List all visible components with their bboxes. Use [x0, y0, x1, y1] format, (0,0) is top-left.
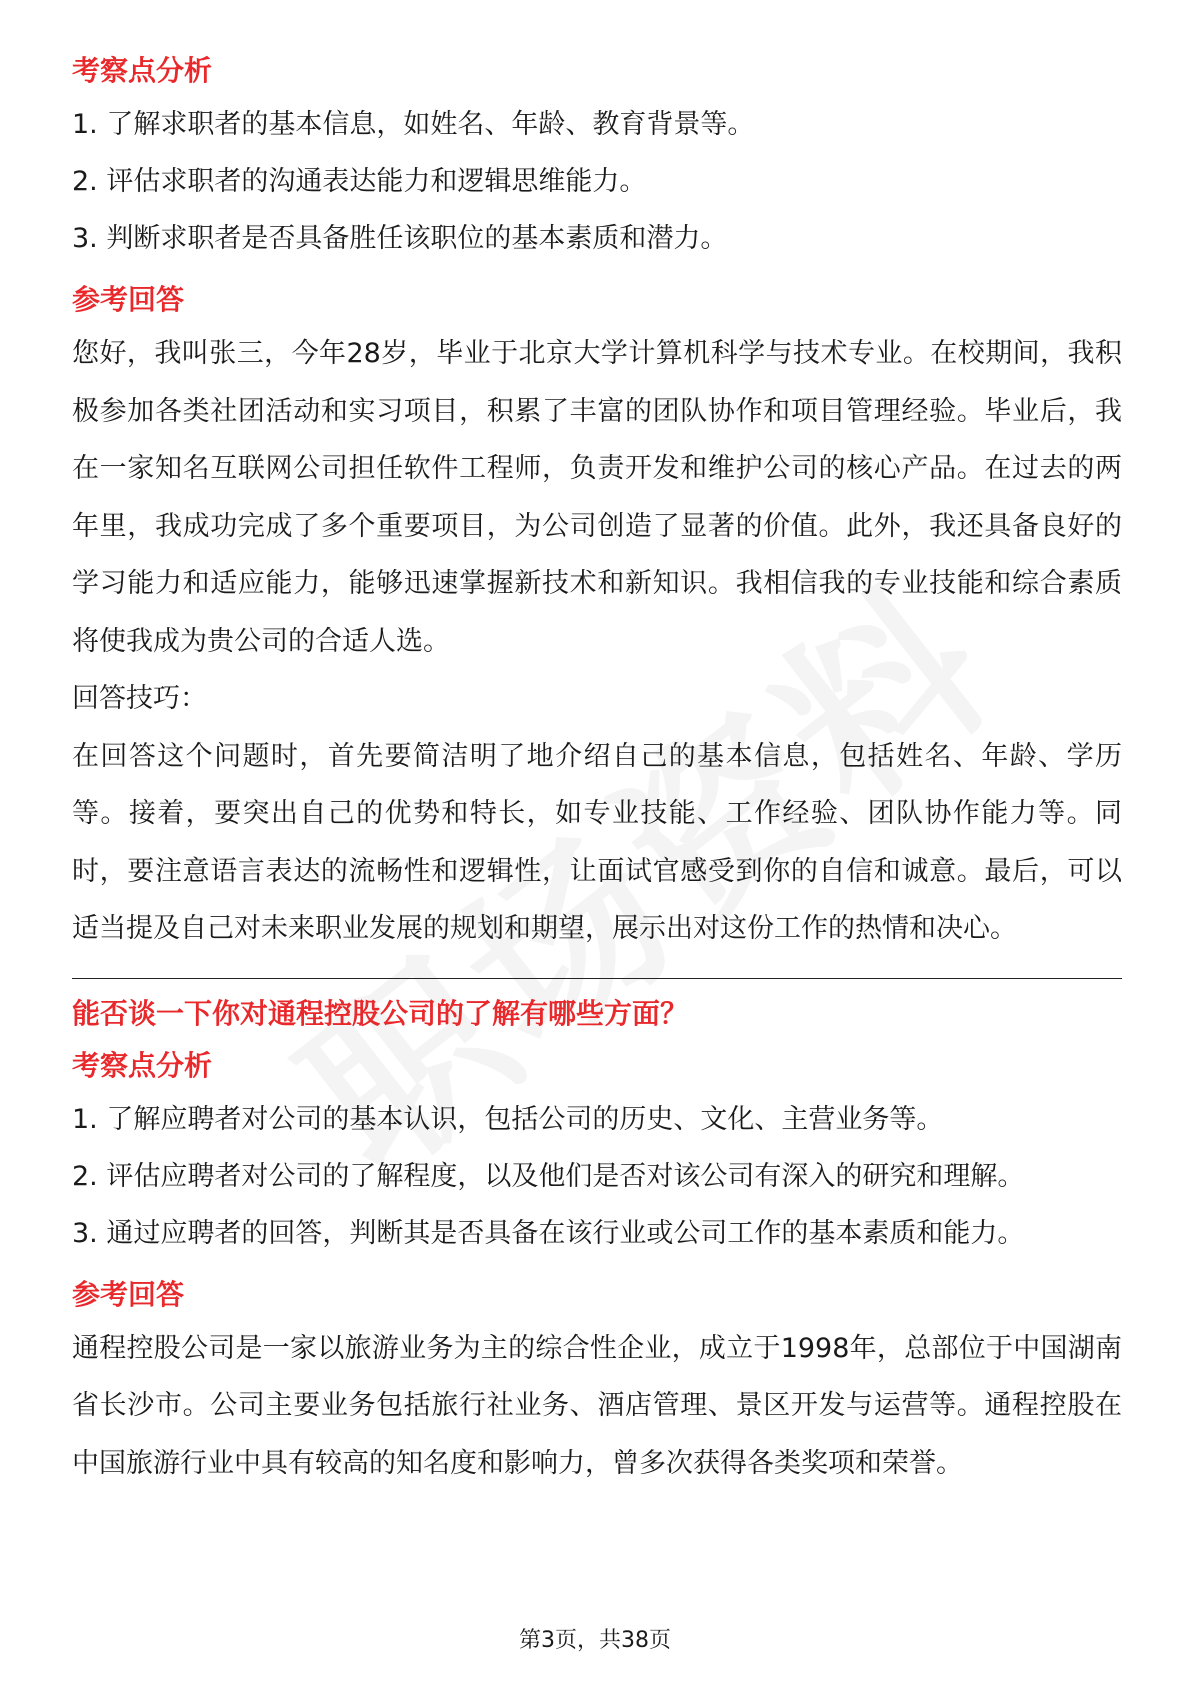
- answer-heading: 参考回答: [72, 1277, 185, 1311]
- tips-paragraph: 在回答这个问题时，首先要简洁明了地介绍自己的基本信息，包括姓名、年龄、学历等。接着，要突出自己的优势和特长，如专业技能、工作经验、团队协作能力等。同时，要注意语言表达的流畅性和逻辑性，让面试官感受到你的自信和诚意。最后，可以适当提及自己对未来职业发展的规划和期望，展示出对这份工作的热情和决心。: [72, 740, 1122, 944]
- tips-label: 回答技巧：: [72, 683, 207, 714]
- answer-paragraph: 通程控股公司是一家以旅游业务为主的综合性企业，成立于1998年，总部位于中国湖南省长沙市。公司主要业务包括旅行社业务、酒店管理、景区开发与运营等。通程控股在中国旅游行业中具有较高的知名度和影响力，曾多次获得各类奖项和荣誉。: [72, 1332, 1122, 1479]
- answer-paragraph: 您好，我叫张三，今年28岁，毕业于北京大学计算机科学与技术专业。在校期间，我积极参加各类社团活动和实习项目，积累了丰富的团队协作和项目管理经验。毕业后，我在一家知名互联网公司担任软件工程师，负责开发和维护公司的核心产品。在过去的两年里，我成功完成了多个重要项目，为公司创造了显著的价值。此外，我还具备良好的学习能力和适应能力，能够迅速掌握新技术和新知识。我相信我的专业技能和综合素质将使我成为贵公司的合适人选。: [72, 338, 1122, 657]
- list-item: 3. 通过应聘者的回答，判断其是否具备在该行业或公司工作的基本素质和能力。: [72, 1217, 1025, 1249]
- page-number: 第3页，共38页: [519, 1628, 671, 1653]
- document-page: [72, 40, 1122, 1492]
- answer-heading: 参考回答: [72, 283, 185, 316]
- list-item: 1. 了解应聘者对公司的基本认识，包括公司的历史、文化、主营业务等。: [72, 1103, 944, 1135]
- section-divider: [72, 978, 1122, 979]
- question-heading: 能否谈一下你对通程控股公司的了解有哪些方面？: [72, 996, 689, 1030]
- analysis-list: [72, 96, 1122, 267]
- analysis-heading: 考察点分析: [72, 1048, 213, 1082]
- list-item: 1. 了解求职者的基本信息，如姓名、年龄、教育背景等。: [72, 109, 755, 140]
- list-item: 3. 判断求职者是否具备胜任该职位的基本素质和潜力。: [72, 223, 728, 254]
- list-item: 2. 评估求职者的沟通表达能力和逻辑思维能力。: [72, 166, 647, 197]
- analysis-heading: 考察点分析: [72, 54, 213, 87]
- analysis-list: [72, 1091, 1122, 1262]
- list-item: 2. 评估应聘者对公司的了解程度，以及他们是否对该公司有深入的研究和理解。: [72, 1160, 1025, 1192]
